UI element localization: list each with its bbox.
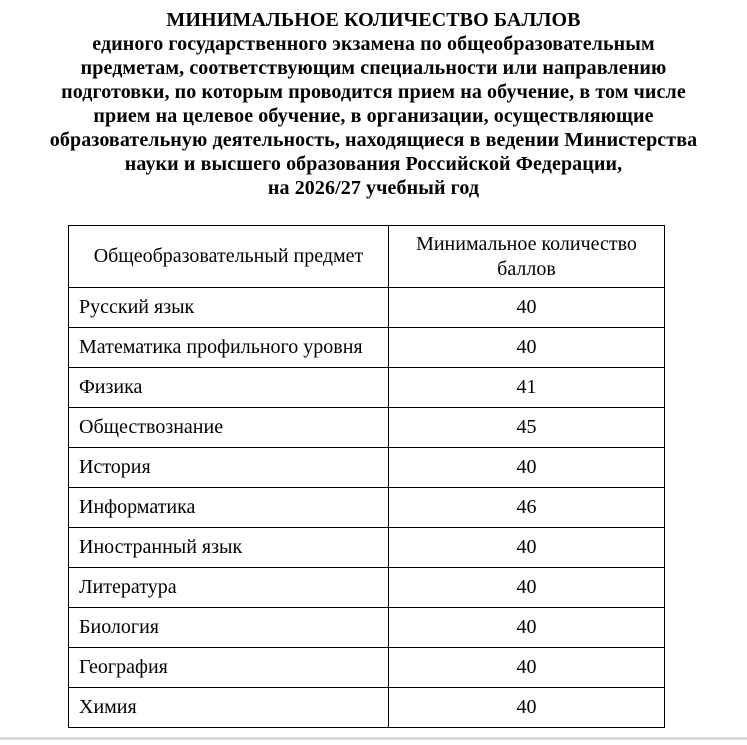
title-line: науки и высшего образования Российской Федерации, — [124, 153, 623, 175]
table-header — [69, 226, 665, 288]
subject-cell: Русский язык — [69, 288, 389, 328]
title-line: единого государственного экзамена по общеобразовательным — [92, 33, 655, 55]
table-body — [69, 288, 665, 728]
subject-cell: Физика — [69, 368, 389, 408]
score-cell: 40 — [389, 688, 665, 728]
table-row — [69, 688, 665, 728]
table-row — [69, 608, 665, 648]
subject-cell: История — [69, 448, 389, 488]
score-cell: 40 — [389, 288, 665, 328]
subject-cell: Химия — [69, 688, 389, 728]
min-scores-table — [68, 225, 665, 728]
subject-cell: Информатика — [69, 488, 389, 528]
title-line: предметам, соответствующим специальности или направлению — [80, 57, 667, 79]
subject-cell: Математика профильного уровня — [69, 328, 389, 368]
title-line: образовательную деятельность, находящиеся в ведении Министерства — [49, 129, 698, 151]
subject-cell: Обществознание — [69, 408, 389, 448]
table-row — [69, 408, 665, 448]
title-line-year: на 2026/27 учебный год — [267, 177, 480, 199]
header-score: Минимальное количество баллов — [389, 226, 665, 288]
score-cell: 40 — [389, 568, 665, 608]
table-row — [69, 568, 665, 608]
table-row — [69, 448, 665, 488]
table-row — [69, 528, 665, 568]
table-row — [69, 648, 665, 688]
document-title — [18, 8, 729, 200]
subject-cell: Иностранный язык — [69, 528, 389, 568]
subject-cell: География — [69, 648, 389, 688]
title-line: подготовки, по которым проводится прием на обучение, в том числе — [61, 81, 686, 103]
page-bottom-divider — [0, 737, 747, 740]
score-cell: 40 — [389, 528, 665, 568]
table-header-row — [69, 226, 665, 288]
subject-cell: Биология — [69, 608, 389, 648]
table-row — [69, 288, 665, 328]
subject-cell: Литература — [69, 568, 389, 608]
table-row — [69, 368, 665, 408]
score-cell: 40 — [389, 608, 665, 648]
score-cell: 45 — [389, 408, 665, 448]
header-subject: Общеобразовательный предмет — [69, 226, 389, 288]
title-line: прием на целевое обучение, в организации, осуществляющие — [93, 105, 654, 127]
table-row — [69, 328, 665, 368]
score-cell: 46 — [389, 488, 665, 528]
score-cell: 41 — [389, 368, 665, 408]
table-row — [69, 488, 665, 528]
title-line-main: МИНИМАЛЬНОЕ КОЛИЧЕСТВО БАЛЛОВ — [166, 9, 581, 31]
score-cell: 40 — [389, 448, 665, 488]
score-cell: 40 — [389, 328, 665, 368]
score-cell: 40 — [389, 648, 665, 688]
